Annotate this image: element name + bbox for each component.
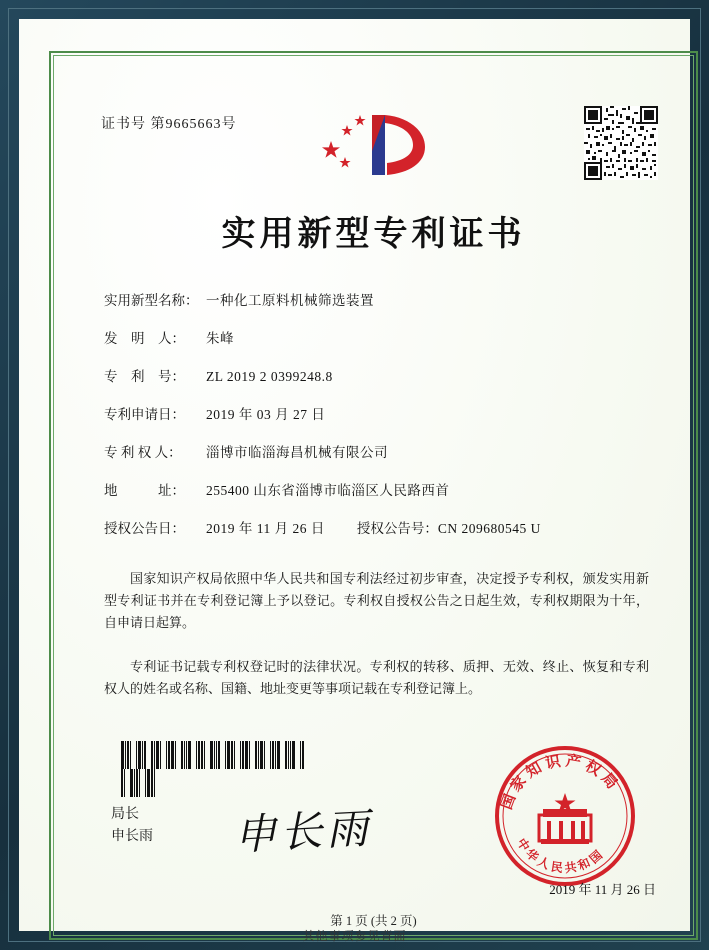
field-label-grant-no: 授权公告号： [356,521,438,536]
field-value-address: 255400 山东省淄博市临淄区人民路西首 [206,483,450,498]
page-title: 实用新型专利证书 [221,214,526,254]
cnipa-logo-icon [317,103,437,183]
patent-fields [104,289,664,555]
field-label-address: 地 址： [104,483,185,498]
handwritten-signature: 申长雨 [232,803,374,860]
field-row [104,479,664,517]
field-row [104,289,664,327]
field-value-application-date: 2019 年 03 月 27 日 [206,407,326,422]
director-block [111,804,153,848]
field-label-grant-date: 授权公告日： [104,521,185,536]
field-label-inventor: 发 明 人： [104,331,185,346]
field-value-inventor: 朱峰 [206,331,234,346]
certificate-paper [19,19,690,943]
qr-code [584,106,658,180]
seal-bottom-text: 中华人民共和国 [514,835,608,876]
field-value-grant-no: CN 209680545 U [437,521,541,536]
field-value-grant-date: 2019 年 11 月 26 日 [206,521,325,536]
certificate-content [49,51,698,940]
field-value-patent-no: ZL 2019 2 0399248.8 [206,369,333,384]
footer-note: 其他事项参见背面 [302,929,407,943]
official-seal [490,741,640,891]
issue-date: 2019 年 11 月 26 日 [549,882,656,897]
field-row-grant [104,517,664,555]
field-label-patentee: 专 利 权 人： [104,445,182,460]
field-row [104,365,664,403]
field-label-patent-no: 专 利 号： [104,369,185,384]
field-row [104,441,664,479]
seal-top-text: 国家知识产权局 [497,751,624,812]
barcode [121,741,307,769]
page-number: 第 1 页 (共 2 页) [330,914,417,928]
field-row [104,403,664,441]
paragraph-legal-1: 国家知识产权局依照中华人民共和国专利法经过初步审查，决定授予专利权，颁发实用新型专利证书并在专利登记簿上予以登记。专利权自授权公告之日起生效，专利权期限为十年，自申请日起算。 [104,571,649,630]
director-name: 申长雨 [111,829,153,844]
field-row [104,327,664,365]
field-label-application-date: 专利申请日： [104,407,185,422]
field-label-name: 实用新型名称： [104,293,199,308]
field-value-patentee: 淄博市临淄海昌机械有限公司 [206,445,388,460]
certificate-number: 证书号 第9665663号 [101,117,237,132]
paragraph-legal-2: 专利证书记载专利权登记时的法律状况。专利权的转移、质押、无效、终止、恢复和专利权人的姓名或名称、国籍、地址变更等事项记载在专利登记簿上。 [104,659,649,696]
field-value-name: 一种化工原料机械筛选装置 [206,293,374,308]
director-title: 局长 [111,807,139,822]
